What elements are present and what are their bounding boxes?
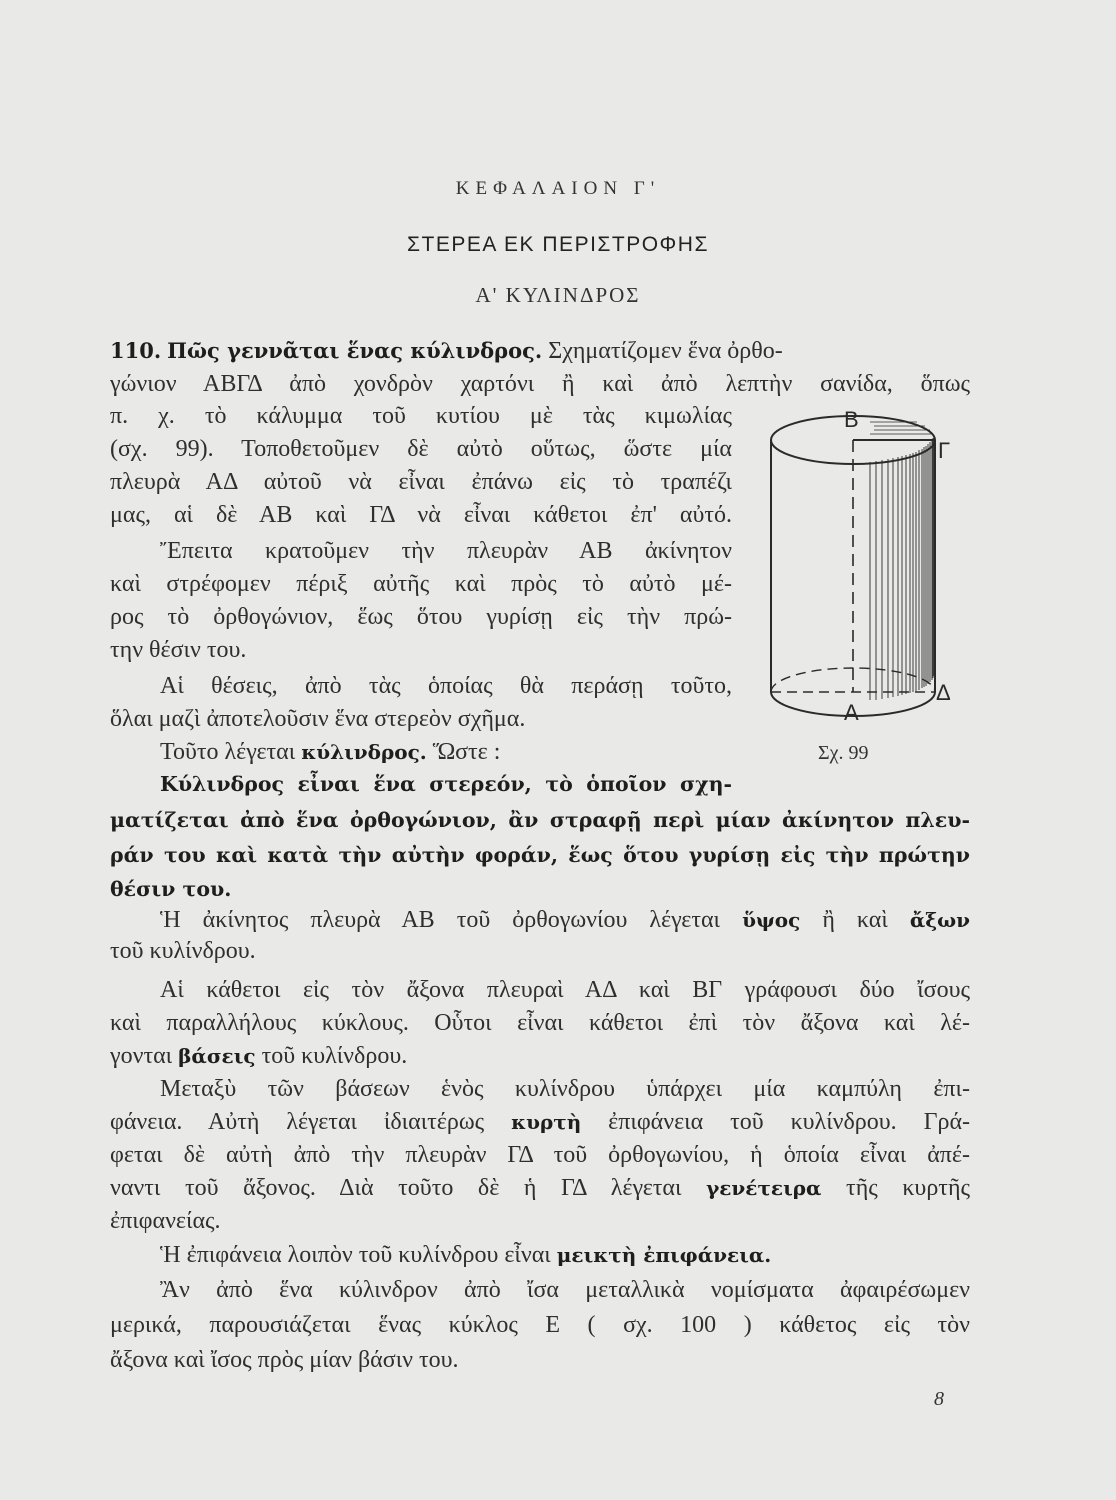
term-height: ὕψος bbox=[742, 908, 801, 932]
coins-line-1: Ἂν ἀπὸ ἕνα κύλινδρον ἀπὸ ἴσα μεταλλικὰ νομίσματα ἀφαιρέσωμεν bbox=[160, 1277, 970, 1303]
positions-line-1: Αἱ θέσεις, ἀπὸ τὰς ὁποίας θὰ περάσῃ τοῦτο, bbox=[160, 673, 732, 699]
label-d: Δ bbox=[936, 680, 951, 705]
text-span: ἢ καὶ bbox=[822, 907, 888, 933]
text-span: ναντι τοῦ ἄξονος. Διὰ τοῦτο δὲ ἡ ΓΔ λέγεται bbox=[110, 1175, 682, 1201]
surface-hatching bbox=[870, 436, 934, 700]
rotate-line-3: ρος τὸ ὀρθογώνιον, ἕως ὅτου γυρίσῃ εἰς τὴν πρώ- bbox=[110, 604, 732, 630]
surface-line-5: ἐπιφανείας. bbox=[110, 1208, 221, 1234]
definition-line-1: Κύλινδρος εἶναι ἕνα στερεόν, τὸ ὁποῖον σχη- bbox=[160, 772, 732, 796]
label-b: Β bbox=[844, 407, 859, 432]
coins-line-3: ἄξονα καὶ ἴσος πρὸς μίαν βάσιν του. bbox=[110, 1347, 459, 1373]
text-span: Ἡ ἀκίνητος πλευρὰ ΑΒ τοῦ ὀρθογωνίου λέγεται bbox=[160, 907, 721, 933]
called-line bbox=[160, 737, 500, 767]
text-span: Ἡ ἐπιφάνεια λοιπὸν τοῦ κυλίνδρου εἶναι bbox=[160, 1242, 551, 1268]
paragraph-110-line-3: π. χ. τὸ κάλυμμα τοῦ κυτίου μὲ τὰς κιμωλίας bbox=[110, 403, 732, 429]
axis-line-2: τοῦ κυλίνδρου. bbox=[110, 938, 256, 964]
text-span: τοῦ κυλίνδρου. bbox=[261, 1043, 408, 1069]
surface-line-4 bbox=[110, 1173, 970, 1203]
surface-line-1: Μεταξὺ τῶν βάσεων ἑνὸς κυλίνδρου ὑπάρχει μία καμπύλη ἐπι- bbox=[160, 1076, 970, 1102]
cylinder-figure bbox=[762, 400, 972, 735]
definition-line-3: ράν του καὶ κατὰ τὴν αὐτὴν φοράν, ἕως ὅτου γυρίσῃ εἰς τὴν πρώτην bbox=[110, 843, 970, 867]
definition-line-4: θέσιν του. bbox=[110, 877, 232, 901]
chapter-heading: ΚΕΦΑΛΑΙΟΝ Γ' bbox=[455, 178, 661, 199]
text-span: Σχηματίζομεν ἕνα ὀρθο- bbox=[548, 338, 783, 364]
text-span: Ὥστε : bbox=[432, 739, 501, 765]
surface-line-3: φεται δὲ αὐτὴ ἀπὸ τὴν πλευρὰν ΓΔ τοῦ ὀρθογωνίου, ἡ ὁποία εἶναι ἀπέ- bbox=[110, 1142, 970, 1168]
label-g: Γ bbox=[938, 438, 951, 463]
term-convex: κυρτὴ bbox=[511, 1110, 582, 1134]
paragraph-110-line-5: πλευρὰ ΑΔ αὐτοῦ νὰ εἶναι ἐπάνω εἰς τὸ τραπέζι bbox=[110, 469, 732, 495]
rotate-line-1: Ἔπειτα κρατοῦμεν τὴν πλευρὰν ΑΒ ἀκίνητον bbox=[160, 538, 732, 564]
paragraph-heading: Πῶς γεννᾶται ἕνας κύλινδρος. bbox=[167, 338, 543, 363]
rotate-line-4: την θέσιν του. bbox=[110, 637, 247, 663]
label-a: Α bbox=[844, 700, 859, 725]
text-span: τῆς κυρτῆς bbox=[846, 1175, 970, 1201]
bases-line-3 bbox=[110, 1041, 407, 1071]
text-span: ἐπιφάνεια τοῦ κυλίνδρου. Γρά- bbox=[608, 1109, 971, 1135]
term-mixed-surface: μεικτὴ ἐπιφάνεια. bbox=[556, 1243, 772, 1267]
bases-line-2: καὶ παραλλήλους κύκλους. Οὗτοι εἶναι κάθετοι ἐπὶ τὸν ἄξονα καὶ λέ- bbox=[110, 1010, 970, 1036]
page-number: 8 bbox=[934, 1388, 944, 1410]
term-axis: ἄξων bbox=[909, 908, 971, 932]
surface-line-2 bbox=[110, 1107, 970, 1137]
paragraph-number: 110. bbox=[110, 338, 162, 363]
term-generatrix: γενέτειρα bbox=[706, 1176, 822, 1200]
text-span: Τοῦτο λέγεται bbox=[160, 739, 296, 765]
paragraph-110-line-4: (σχ. 99). Τοποθετοῦμεν δὲ αὐτὸ οὕτως, ὥστε μία bbox=[110, 436, 732, 462]
paragraph-110-line-1 bbox=[110, 336, 783, 366]
axis-line-1 bbox=[160, 905, 970, 935]
part-title: ΣΤΕΡΕΑ ΕΚ ΠΕΡΙΣΤΡΟΦΗΣ bbox=[407, 233, 709, 256]
paragraph-110-line-6: μας, αἱ δὲ ΑΒ καὶ ΓΔ νὰ εἶναι κάθετοι ἐπ' αὐτό. bbox=[110, 502, 732, 528]
rotate-line-2: καὶ στρέφομεν πέριξ αὐτῆς καὶ πρὸς τὸ αὐτὸ μέ- bbox=[110, 571, 732, 597]
paragraph-110-line-2: γώνιον ΑΒΓΔ ἀπὸ χονδρὸν χαρτόνι ἢ καὶ ἀπὸ λεπτὴν σανίδα, ὅπως bbox=[110, 371, 970, 397]
coins-line-2: μερικά, παρουσιάζεται ἕνας κύκλος Ε ( σχ. 100 ) κάθετος εἰς τὸν bbox=[110, 1312, 970, 1338]
positions-line-2: ὅλαι μαζὶ ἀποτελοῦσιν ἕνα στερεὸν σχῆμα. bbox=[110, 706, 526, 732]
text-span: γονται bbox=[110, 1043, 173, 1069]
mixed-line bbox=[160, 1240, 771, 1270]
term-cylinder: κύλινδρος. bbox=[301, 740, 427, 764]
section-title: Α' ΚΥΛΙΝΔΡΟΣ bbox=[475, 283, 641, 307]
figure-caption: Σχ. 99 bbox=[818, 742, 869, 764]
term-bases: βάσεις bbox=[178, 1044, 256, 1068]
text-span: φάνεια. Αὐτὴ λέγεται ἰδιαιτέρως bbox=[110, 1109, 485, 1135]
definition-line-2: ματίζεται ἀπὸ ἕνα ὀρθογώνιον, ἂν στραφῇ περὶ μίαν ἀκίνητον πλευ- bbox=[110, 808, 970, 832]
bases-line-1: Αἱ κάθετοι εἰς τὸν ἄξονα πλευραὶ ΑΔ καὶ ΒΓ γράφουσι δύο ἴσους bbox=[160, 977, 970, 1003]
